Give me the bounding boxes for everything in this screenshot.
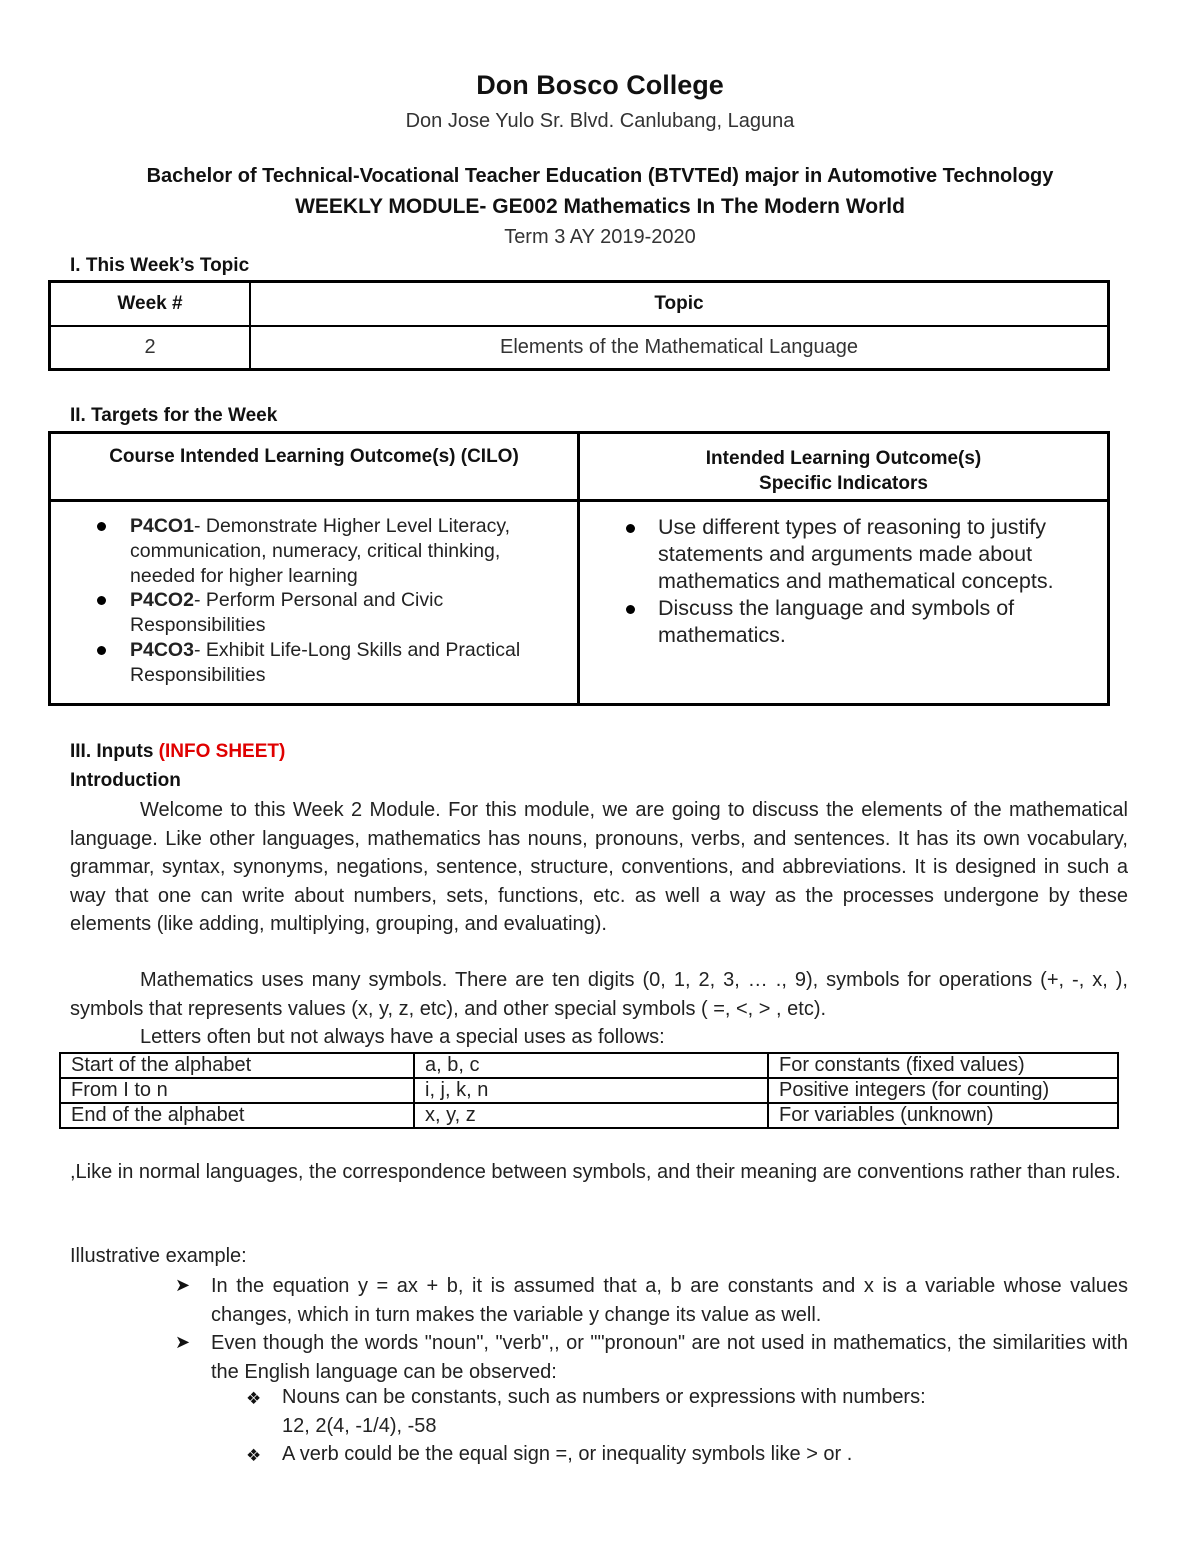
topic-column-header: Topic (250, 282, 1109, 326)
targets-heading: II. Targets for the Week (70, 405, 278, 426)
cilo-code: P4CO1 (130, 515, 194, 537)
table-cell: i, j, k, n (414, 1078, 768, 1103)
intro-paragraph: Welcome to this Week 2 Module. For this module, we are going to discuss the elements of the mathematical language. Like other languages, mathematics has nouns, pronouns, verbs, and sentences. It has its own vocabulary, grammar, syntax, synonyms, negations, sentence, structure, conventions, and abbreviations. It is designed in such a way that one can write about numbers, sets, functions, etc. as well a way as the processes undergone by these elements (like adding, multiplying, grouping, and evaluating). (70, 799, 1128, 935)
module-title: WEEKLY MODULE- GE002 Mathematics In The Modern World (295, 195, 905, 218)
list-item (130, 638, 563, 688)
table-row (60, 1103, 1118, 1128)
introduction-heading: Introduction (70, 770, 181, 791)
cilo-list (130, 514, 563, 688)
table-cell: a, b, c (414, 1053, 768, 1078)
ilo-header-line1: Intended Learning Outcome(s) (705, 448, 982, 469)
inputs-heading-text: III. Inputs (70, 741, 154, 762)
arrow-bullet-icon: ➤ (175, 1275, 191, 1295)
college-name: Don Bosco College (476, 70, 724, 100)
topic-table (48, 280, 1110, 371)
ilo-header (579, 433, 1109, 501)
conventions-paragraph: ,Like in normal languages, the correspondence between symbols, and their meaning are conventions rather than rules. (70, 1161, 1121, 1183)
symbols-paragraph: Mathematics uses many symbols. There are ten digits (0, 1, 2, 3, … ., 9), symbols for operations (+, -, x, ), symbols that represents values (x, y, z, etc), and other special symbols ( =, <, > , etc). (70, 969, 1128, 1020)
topic-heading: I. This Week’s Topic (70, 255, 250, 276)
table-cell: End of the alphabet (60, 1103, 414, 1128)
table-row (60, 1078, 1118, 1103)
table-cell: From I to n (60, 1078, 414, 1103)
table-cell: Positive integers (for counting) (768, 1078, 1118, 1103)
bullet-icon (626, 524, 635, 533)
sub-example-1-detail: 12, 2(4, -1/4), -58 (282, 1415, 437, 1437)
letters-intro: Letters often but not always have a special uses as follows: (140, 1026, 665, 1048)
letters-table (59, 1052, 1119, 1129)
cilo-text: - Exhibit Life-Long Skills and Practical Responsibilities (130, 638, 521, 686)
list-item (658, 514, 1093, 595)
example-item-1: In the equation y = ax + b, it is assumed that a, b are constants and x is a variable whose values changes, which in turn makes the variable y change its value as well. (211, 1275, 1128, 1326)
table-cell: For variables (unknown) (768, 1103, 1118, 1128)
list-item (658, 595, 1093, 649)
ilo-cell (579, 501, 1109, 705)
cilo-code: P4CO2 (130, 589, 194, 612)
week-number: 2 (50, 326, 251, 370)
list-item (130, 514, 563, 588)
table-cell: x, y, z (414, 1103, 768, 1128)
topic-name: Elements of the Mathematical Language (250, 326, 1109, 370)
cilo-text: - Perform Personal and Civic Responsibilities (130, 589, 444, 637)
cilo-cell (50, 501, 579, 705)
table-cell: Start of the alphabet (60, 1053, 414, 1078)
ilo-text: Use different types of reasoning to justify statements and arguments made about mathematics and mathematical concepts. (658, 515, 1054, 593)
sub-example-1: Nouns can be constants, such as numbers or expressions with numbers: (282, 1386, 926, 1408)
arrow-bullet-icon: ➤ (175, 1332, 191, 1352)
ilo-list (658, 514, 1093, 649)
sub-example-2: A verb could be the equal sign =, or inequality symbols like > or . (282, 1443, 853, 1465)
ilo-text: Discuss the language and symbols of mathematics. (658, 596, 1015, 647)
cilo-code: P4CO3 (130, 638, 194, 661)
diamond-bullet-icon: ❖ (246, 1446, 262, 1465)
list-item (130, 588, 563, 638)
term-label: Term 3 AY 2019-2020 (504, 226, 696, 248)
info-sheet-tag: (INFO SHEET) (158, 741, 286, 762)
cilo-text: - Demonstrate Higher Level Literacy, communication, numeracy, critical thinking, needed for higher learning (130, 515, 511, 587)
example-label: Illustrative example: (70, 1245, 247, 1267)
example-item-2: Even though the words "noun", "verb",, or ""pronoun" are not used in mathematics, the similarities with the English language can be observed: (211, 1332, 1128, 1383)
bullet-icon (97, 596, 106, 605)
diamond-bullet-icon: ❖ (246, 1389, 262, 1408)
bullet-icon (97, 522, 106, 531)
bullet-icon (97, 646, 106, 655)
program-title: Bachelor of Technical-Vocational Teacher Education (BTVTEd) major in Automotive Technology (146, 165, 1054, 187)
week-column-header: Week # (50, 282, 251, 326)
ilo-header-line2: Specific Indicators (759, 473, 928, 494)
college-address: Don Jose Yulo Sr. Blvd. Canlubang, Laguna (405, 110, 795, 132)
targets-table (48, 431, 1110, 706)
table-cell: For constants (fixed values) (768, 1053, 1118, 1078)
table-row (60, 1053, 1118, 1078)
inputs-heading (70, 741, 285, 763)
cilo-header: Course Intended Learning Outcome(s) (CILO) (50, 433, 579, 501)
bullet-icon (626, 605, 635, 614)
